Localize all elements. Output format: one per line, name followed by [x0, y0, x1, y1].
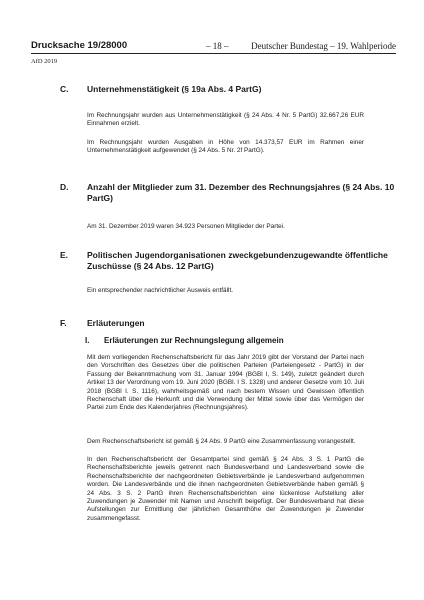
section-number: D.	[60, 182, 69, 192]
paragraph: Im Rechnungsjahr wurden Ausgaben in Höhe von 14.373,57 EUR im Rahmen einer Unternehmenstätigkeit aufgewendet (§ 24 Abs. 5 Nr. 2f PartG).	[87, 139, 364, 155]
header-rule	[31, 53, 396, 54]
paragraph: In den Rechenschaftsbericht der Gesamtpartei sind gemäß § 24 Abs. 3 S. 1 PartG die Rechenschaftsberichte jeweils getrennt nach Bundesverband und Landesverband sowie die Rechenschaftsberichte der nachgeordneten Gebietsverbände je Landesverband aufgenommen worden. Die Landesverbände und die ihnen nachgeordneten Gebietsverbände haben gemäß § 24 Abs. 3 S. 2 PartG ihren Rechenschaftsberichten eine lückenlose Aufstellung aller Zuwendungen je Zuwender mit Namen und Anschrift beigefügt. Der Bundesverband hat diese Aufstellungen zur Ermittlung der jährlichen Gesamthöhe der Zuwendungen je Zuwender zusammengefasst.	[87, 456, 364, 522]
section-number: C.	[60, 84, 69, 94]
publisher-label: Deutscher Bundestag – 19. Wahlperiode	[251, 41, 396, 51]
section-number: F.	[60, 318, 67, 328]
running-header	[31, 40, 396, 54]
section-title: Unternehmenstätigkeit (§ 19a Abs. 4 PartG)	[87, 84, 262, 94]
subsection-title: Erläuterungen zur Rechnungslegung allgemein	[104, 336, 284, 345]
section-title: Erläuterungen	[87, 318, 145, 328]
paragraph: Am 31. Dezember 2019 waren 34.923 Personen Mitglieder der Partei.	[87, 223, 285, 230]
paragraph: Dem Rechenschaftsbericht ist gemäß § 24 Abs. 9 PartG eine Zusammenfassung vorangestellt.	[87, 438, 356, 445]
section-title: Politischen Jugendorganisationen zweckgebundenzugewandte öffentliche Zuschüsse (§ 24 Abs. 12 PartG)	[87, 250, 388, 271]
subsection-number: I.	[85, 336, 90, 345]
paragraph: Im Rechnungsjahr wurden aus Unternehmenstätigkeit (§ 24 Abs. 4 Nr. 5 PartG) 32.667,26 EUR Einnahmen erzielt.	[87, 112, 364, 128]
section-number: E.	[60, 250, 69, 260]
paragraph: Ein entsprechender nachrichtlicher Ausweis entfällt.	[87, 287, 233, 294]
section-title: Anzahl der Mitglieder zum 31. Dezember des Rechnungsjahres (§ 24 Abs. 10 PartG)	[87, 182, 395, 203]
document-number: Drucksache 19/28000	[31, 40, 128, 51]
paragraph: Mit dem vorliegenden Rechenschaftsbericht für das Jahr 2019 gibt der Vorstand der Partei nach den Vorschriften des Gesetzes über die politischen Parteien (Parteiengesetz - PartG) in der Fassung der Bekanntmachung vom 31. Januar 1994 (BGBl I, S. 149), zuletzt geändert durch Artikel 13 der Verordnung vom 19. Juni 2020 (BGBl. I S. 1328) und anderer Gesetze vom 10. Juli 2018 (BGBl I. S. 1116), wahrheitsgemäß und nach bestem Wissen und Gewissen öffentlich Rechenschaft über die Herkunft und die Verwendung der Mittel sowie über das Vermögen der Partei zum Ende des Kalenderjahres (Rechnungsjahres).	[87, 354, 364, 412]
page-number: – 18 –	[206, 41, 229, 51]
party-code: AfD 2019	[31, 58, 58, 65]
